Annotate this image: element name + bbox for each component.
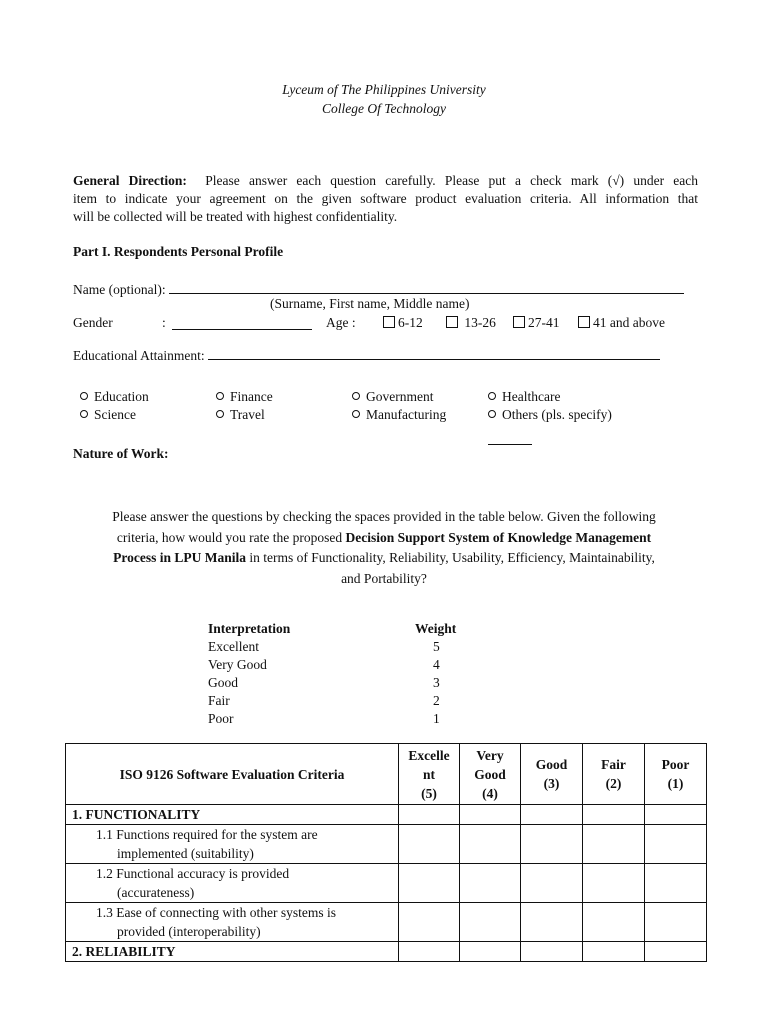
name-label: Name (optional): (73, 282, 166, 297)
others-specify-line[interactable] (488, 430, 532, 445)
rating-cell[interactable] (460, 805, 521, 825)
education-input-line[interactable] (208, 345, 660, 360)
rating-instructions (66, 507, 702, 589)
scale-header-weight: Weight (415, 621, 457, 636)
table-row (66, 825, 707, 864)
criteria-header: ISO 9126 Software Evaluation Criteria (66, 744, 399, 805)
rating-cell[interactable] (460, 825, 521, 864)
table-header-row (66, 744, 707, 805)
rating-cell[interactable] (583, 825, 645, 864)
section-reliability: 2. RELIABILITY (66, 942, 399, 962)
field-option-finance[interactable]: Finance (216, 389, 273, 405)
field-option-manufacturing[interactable]: Manufacturing (352, 407, 446, 423)
radio-circle-icon (80, 392, 88, 400)
scale-row: Good 3 (208, 675, 440, 690)
field-option-travel[interactable]: Travel (216, 407, 265, 423)
field-option-education[interactable]: Education (80, 389, 149, 405)
instructions-line2-pre: criteria, how would you rate the proposed (116, 529, 343, 545)
radio-circle-icon (352, 392, 360, 400)
radio-circle-icon (216, 392, 224, 400)
radio-circle-icon (352, 410, 360, 418)
rating-cell[interactable] (460, 903, 521, 942)
direction-line3: will be collected will be treated with highest confidentiality. (73, 209, 398, 224)
radio-circle-icon (488, 392, 496, 400)
checkbox-icon (578, 316, 590, 328)
scale-row: Poor 1 (208, 711, 440, 726)
education-row (73, 345, 660, 364)
university-name: Lyceum of The Philippines University (282, 82, 486, 97)
header-very-good: Very Good (4) (460, 744, 521, 805)
checkbox-icon (383, 316, 395, 328)
name-hint: (Surname, First name, Middle name) (270, 296, 470, 311)
header-poor: Poor (1) (645, 744, 707, 805)
checkbox-icon (446, 316, 458, 328)
table-row (66, 805, 707, 825)
section-functionality: 1. FUNCTIONALITY (66, 805, 399, 825)
direction-line1: Please answer each question carefully. Please put a check mark (√) under each (205, 173, 698, 188)
direction-line2: item to indicate your agreement on the given software product evaluation criteria. All information that (73, 191, 698, 206)
radio-circle-icon (488, 410, 496, 418)
rating-cell[interactable] (645, 825, 707, 864)
field-option-others[interactable]: Others (pls. specify) (488, 407, 612, 423)
header-good: Good (3) (521, 744, 583, 805)
age-label: Age : (326, 315, 356, 330)
table-row (66, 942, 707, 962)
checkbox-icon (513, 316, 525, 328)
age-option-4[interactable]: 41 and above (578, 315, 665, 331)
system-name: Decision Support System of Knowledge Management (345, 529, 652, 545)
college-name: College Of Technology (322, 101, 446, 116)
rating-cell[interactable] (645, 864, 707, 903)
radio-circle-icon (216, 410, 224, 418)
table-row (66, 903, 707, 942)
direction-label: General Direction: (73, 173, 187, 188)
rating-cell[interactable] (645, 942, 707, 962)
rating-cell[interactable] (399, 805, 460, 825)
field-option-science[interactable]: Science (80, 407, 136, 423)
instructions-line1: Please answer the questions by checking the spaces provided in the table below. Given the following (112, 509, 656, 524)
rating-cell[interactable] (583, 864, 645, 903)
rating-cell[interactable] (521, 942, 583, 962)
instructions-line3-post: in terms of Functionality, Reliability, Usability, Efficiency, Maintainability, (249, 550, 655, 565)
header-fair: Fair (2) (583, 744, 645, 805)
age-option-2[interactable]: 13-26 (446, 315, 496, 331)
rating-cell[interactable] (645, 805, 707, 825)
rating-cell[interactable] (399, 903, 460, 942)
header-excellent: Excelle nt (5) (399, 744, 460, 805)
scale-row: Fair 2 (208, 693, 440, 708)
table-row (66, 864, 707, 903)
rating-cell[interactable] (645, 903, 707, 942)
age-option-3[interactable]: 27-41 (513, 315, 560, 331)
rating-cell[interactable] (460, 942, 521, 962)
criterion-suitability: 1.1 Functions required for the system are implemented (suitability) (66, 825, 399, 864)
rating-cell[interactable] (583, 942, 645, 962)
field-option-healthcare[interactable]: Healthcare (488, 389, 560, 405)
age-option-1[interactable]: 6-12 (383, 315, 423, 331)
radio-circle-icon (80, 410, 88, 418)
gender-colon: : (162, 315, 166, 330)
gender-label: Gender (73, 315, 113, 330)
nature-of-work-label: Nature of Work: (73, 446, 169, 461)
instructions-line4: and Portability? (341, 570, 427, 586)
part1-title: Part I. Respondents Personal Profile (73, 244, 284, 259)
gender-input-line[interactable] (172, 315, 312, 330)
rating-cell[interactable] (399, 942, 460, 962)
rating-scale (208, 620, 468, 728)
criterion-accurateness: 1.2 Functional accuracy is provided (accurateness) (66, 864, 399, 903)
scale-row: Excellent 5 (208, 639, 440, 654)
rating-cell[interactable] (399, 864, 460, 903)
field-option-government[interactable]: Government (352, 389, 433, 405)
rating-cell[interactable] (521, 825, 583, 864)
system-name-cont: Process in LPU Manila (113, 550, 246, 565)
scale-header-interpretation: Interpretation (208, 621, 291, 636)
scale-row: Very Good 4 (208, 657, 440, 672)
rating-cell[interactable] (399, 825, 460, 864)
name-input-line[interactable] (169, 279, 684, 294)
rating-cell[interactable] (583, 805, 645, 825)
rating-cell[interactable] (521, 805, 583, 825)
criterion-interoperability: 1.3 Ease of connecting with other systems is provided (interoperability) (66, 903, 399, 942)
rating-cell[interactable] (521, 903, 583, 942)
rating-cell[interactable] (521, 864, 583, 903)
rating-cell[interactable] (460, 864, 521, 903)
rating-cell[interactable] (583, 903, 645, 942)
evaluation-table (65, 743, 707, 962)
general-direction (73, 172, 698, 226)
education-label: Educational Attainment: (73, 348, 205, 363)
